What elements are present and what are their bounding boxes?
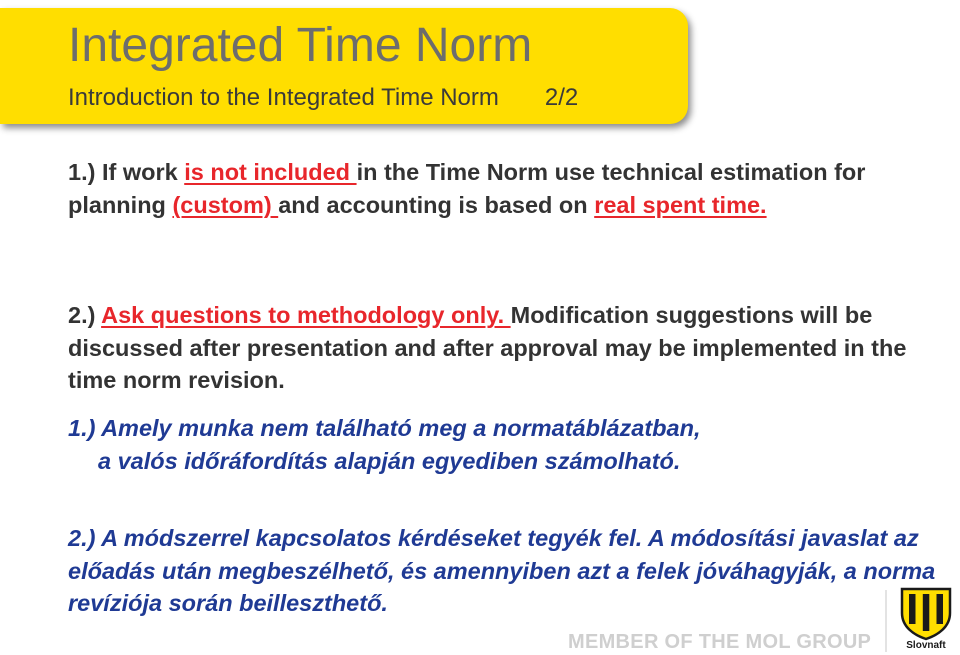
slide-title: Integrated Time Norm — [68, 19, 533, 72]
hu1-line-1: 1.) Amely munka nem található meg a normatáblázatban, — [68, 415, 701, 441]
english-item-1 — [68, 156, 938, 221]
en2-prefix: 2.) — [68, 302, 102, 328]
hungarian-item-2: 2.) A módszerrel kapcsolatos kérdéseket tegyék fel. A módosítási javaslat az előadás után megbeszélhető, és amennyiben azt a felek jóváhagyják, a norma revíziója során beilleszthető. — [68, 525, 936, 616]
en1-highlight-not-included: is not included — [184, 159, 357, 185]
slovnaft-logo — [896, 585, 956, 653]
footer-divider — [885, 590, 887, 652]
slovnaft-logo-icon — [896, 585, 956, 641]
hungarian-item-1 — [68, 412, 938, 477]
en1-prefix: 1.) If work — [68, 159, 185, 185]
subtitle-text: Introduction to the Integrated Time Norm — [68, 84, 499, 111]
en1-highlight-real-spent-time: real spent time. — [594, 191, 767, 218]
en2-rest: Modification suggestions will be discussed after presentation and after approval may be implemented in the time norm revision. — [68, 302, 907, 393]
english-item-2 — [68, 299, 938, 397]
en2-highlight-ask-questions: Ask questions to methodology only. — [101, 302, 511, 328]
slide-subtitle — [68, 84, 578, 112]
logo-name: Slovnaft — [906, 640, 946, 651]
page-number: 2/2 — [544, 84, 579, 111]
en1-mid2: and accounting is based on — [278, 191, 595, 218]
hu1-line-2: a valós időráfordítás alapján egyediben számolható. — [98, 447, 681, 474]
footer-member-text: MEMBER OF THE MOL GROUP — [568, 631, 872, 653]
en1-highlight-custom: (custom) — [172, 191, 279, 218]
en1-mid: in the Time Norm use technical estimation for planning — [68, 159, 866, 218]
